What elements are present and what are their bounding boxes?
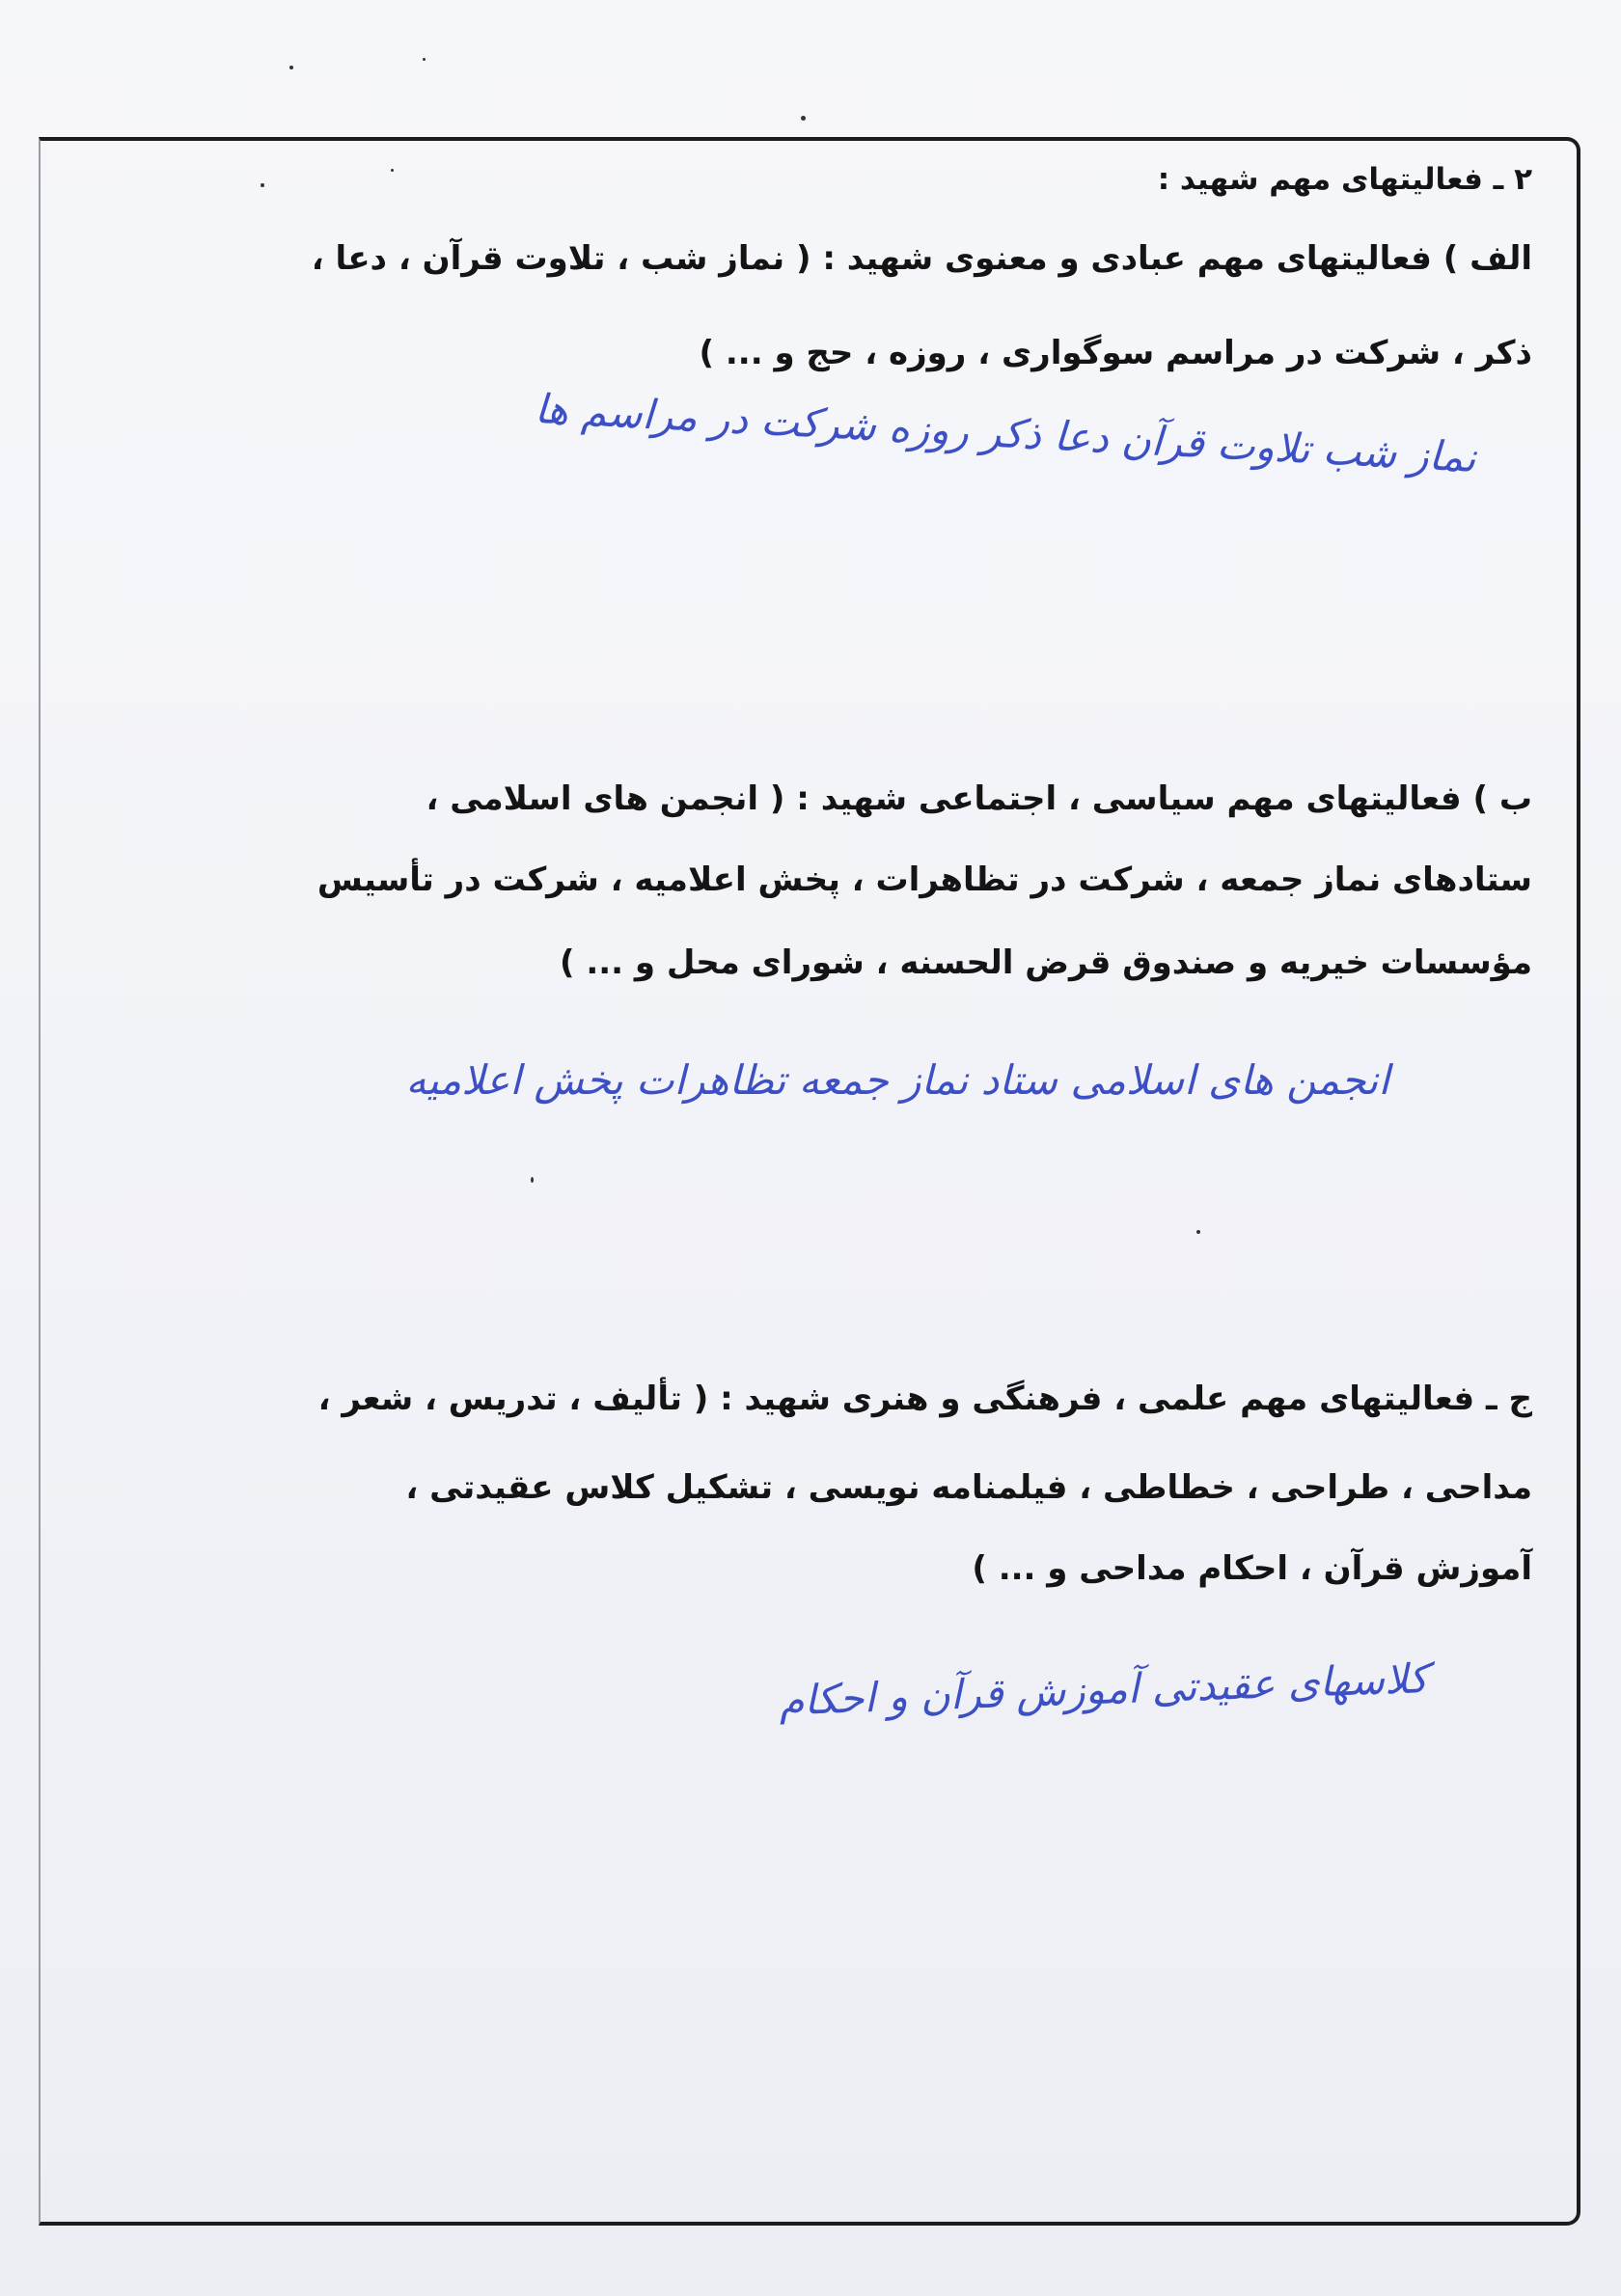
jim-handwritten-answer: کلاسهای عقیدتی آموزش قرآن و احکام [778, 1654, 1429, 1725]
alef-handwritten-answer: نماز شب تلاوت قرآن دعا ذکر روزه شرکت در مراسم ها [534, 384, 1478, 481]
be-line-2: ستادهای نماز جمعه ، شرکت در تظاهرات ، پخش اعلامیه ، شرکت در تأسیس [316, 861, 1532, 899]
be-line-1: ب ) فعالیتهای مهم سیاسی ، اجتماعی شهید : ( انجمن های اسلامی ، [426, 779, 1532, 818]
be-line-3: مؤسسات خیریه و صندوق قرض الحسنه ، شورای محل و ... ) [559, 943, 1532, 982]
alef-line-2: ذکر ، شرکت در مراسم سوگواری ، روزه ، حج و ... ) [699, 334, 1532, 372]
section-heading: ۲ ـ فعالیتهای مهم شهید : [1157, 162, 1532, 197]
scan-speck [423, 58, 426, 61]
jim-line-1: ج ـ فعالیتهای مهم علمی ، فرهنگی و هنری شهید : ( تألیف ، تدریس ، شعر ، [317, 1380, 1532, 1418]
be-handwritten-answer: انجمن های اسلامی ستاد نماز جمعه تظاهرات پخش اعلامیه [405, 1056, 1389, 1104]
alef-line-1: الف ) فعالیتهای مهم عبادی و معنوی شهید : ( نماز شب ، تلاوت قرآن ، دعا ، [311, 239, 1532, 278]
scan-speck [801, 116, 806, 121]
scan-speck [289, 66, 293, 69]
jim-line-2: مداحی ، طراحی ، خطاطی ، فیلمنامه نویسی ، تشکیل کلاس عقیدتی ، [405, 1468, 1532, 1507]
jim-line-3: آموزش قرآن ، احکام مداحی و ... ) [972, 1549, 1532, 1588]
